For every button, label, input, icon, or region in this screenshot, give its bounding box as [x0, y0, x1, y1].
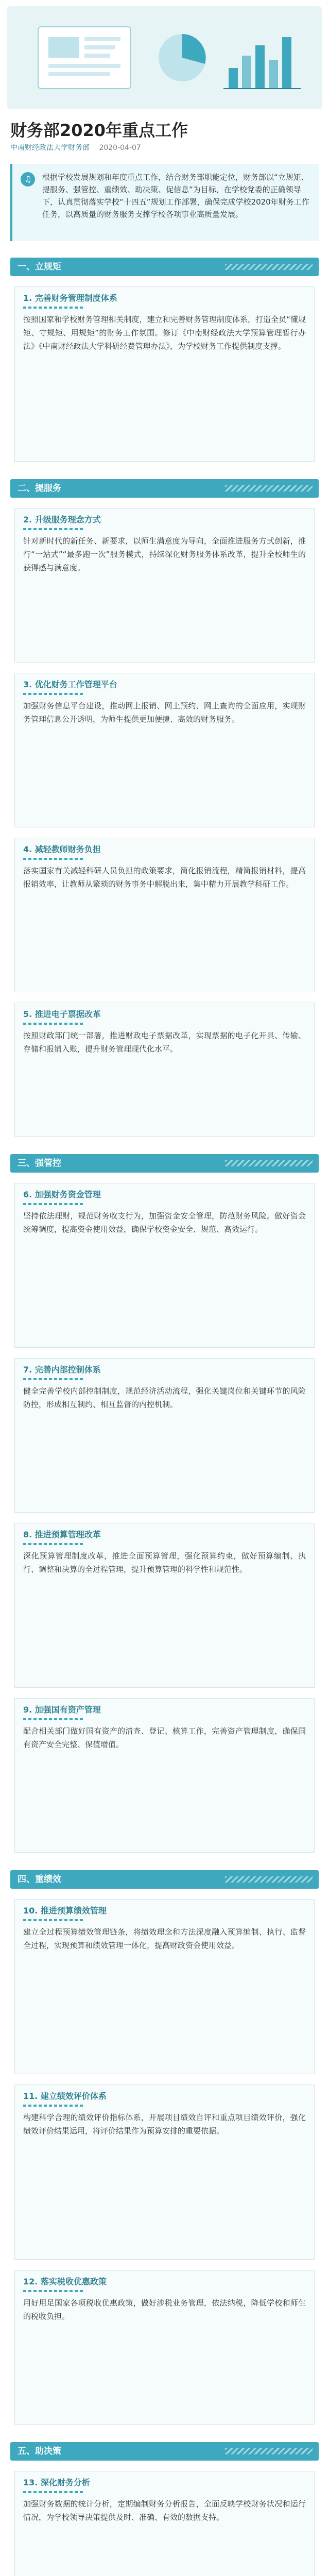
section-header-5	[10, 2442, 319, 2461]
item-title: 6. 加强财务资金管理	[23, 1189, 306, 1205]
item-body: 加强财务数据的统计分析，定期编制财务分析报告，全面反映学校财务状况和运行情况，为学校领导决策提供及时、准确、有效的数据支持。	[23, 2499, 306, 2522]
item-body: 按照财政部门统一部署，推进财政电子票据改革，实现票据的电子化开具、传输、存储和报销入账，提升财务管理现代化水平。	[23, 1031, 306, 1054]
decorative-stripe	[225, 264, 313, 270]
banner-graphic	[7, 6, 322, 109]
decorative-stripe	[225, 1160, 313, 1166]
item-title: 1. 完善财务管理制度体系	[23, 292, 306, 309]
item-title: 4. 减轻教师财务负担	[23, 843, 306, 860]
item-card	[14, 1358, 315, 1513]
item-body: 深化预算管理制度改革，推进全面预算管理，强化预算约束，做好预算编制、执行、调整和决算的全过程管理，提升预算管理的科学性和规范性。	[23, 1551, 306, 1574]
bell-icon: ♫	[21, 172, 35, 187]
section-header-2	[10, 479, 319, 498]
item-card	[14, 673, 315, 827]
item-title: 3. 优化财务工作管理平台	[23, 679, 306, 695]
section-label: 五、助决策	[18, 2446, 61, 2456]
item-title: 12. 落实税收优惠政策	[23, 2276, 306, 2292]
header-banner-image	[7, 6, 322, 109]
item-body: 针对新时代的新任务、新要求，以师生满意度为导向，全面推进服务方式创新，推行“一站式”“最多跑一次”服务模式，持续深化财务服务体系改革，提升全校师生的获得感与满意度。	[23, 536, 306, 572]
item-body: 按照国家和学校财务管理相关制度，建立和完善财务管理制度体系，打造全员“懂规矩、守规矩、用规矩”的财务工作氛围。修订《中南财经政法大学预算管理暂行办法》《中南财经政法大学科研经费管理办法》，为学校财务工作提供制度支撑。	[23, 315, 306, 351]
intro-text: 根据学校发展规划和年度重点工作，结合财务部职能定位，财务部以“立规矩、提服务、强管控、重绩效、助决策、促信息”为目标，在学校党委的正确领导下，认真贯彻落实学校“十四五”规划工作部署，确保完成学校2020年财务工作任务，以高质量的财务服务支撑学校各项事业高质量发展。	[42, 173, 309, 219]
item-title: 9. 加强国有资产管理	[23, 1704, 306, 1720]
item-title: 7. 完善内部控制体系	[23, 1364, 306, 1380]
item-card	[14, 838, 315, 992]
item-body: 用好用足国家各项税收优惠政策，做好涉税业务管理，依法纳税，降低学校和师生的税收负担。	[23, 2298, 306, 2321]
item-body: 加强财务信息平台建设，推动网上报销、网上预约、网上查询的全面应用，实现财务管理信息公开透明，为师生提供更加便捷、高效的财务服务。	[23, 701, 306, 724]
item-card	[14, 508, 315, 663]
item-title: 8. 推进预算管理改革	[23, 1529, 306, 1545]
page-title: 财务部2020年重点工作	[10, 121, 188, 140]
article-meta	[10, 142, 141, 152]
item-body: 建立全过程预算绩效管理链条，将绩效理念和方法深度融入预算编制、执行、监督全过程，实现预算和绩效管理一体化，提高财政资金使用效益。	[23, 1927, 306, 1950]
item-title: 2. 升级服务理念方式	[23, 514, 306, 530]
item-card	[14, 1003, 315, 1137]
item-title: 10. 推进预算绩效管理	[23, 1905, 306, 1921]
section-label: 二、提服务	[18, 483, 61, 494]
item-body: 构建科学合理的绩效评价指标体系，开展项目绩效自评和重点项目绩效评价，强化绩效评价结果运用，将评价结果作为预算安排的重要依据。	[23, 2113, 306, 2136]
decorative-stripe	[225, 485, 313, 492]
decorative-stripe	[225, 1876, 313, 1883]
section-label: 四、重绩效	[18, 1874, 61, 1885]
item-card	[14, 2084, 315, 2260]
section-header-1	[10, 258, 319, 276]
source-link[interactable]: 中南财经政法大学财务部	[10, 144, 90, 152]
item-body: 配合相关部门做好国有资产的清查、登记、核算工作，完善资产管理制度，确保国有资产安全完整、保值增值。	[23, 1726, 306, 1749]
item-card	[14, 2270, 315, 2425]
item-body: 落实国家有关减轻科研人员负担的政策要求，简化报销流程，精简报销材料，提高报销效率，让教师从繁琐的财务事务中解脱出来，集中精力开展教学科研工作。	[23, 866, 306, 889]
item-title: 13. 深化财务分析	[23, 2477, 306, 2493]
section-label: 一、立规矩	[18, 262, 61, 272]
section-label: 三、强管控	[18, 1158, 61, 1168]
item-card	[14, 2471, 315, 2576]
section-header-3	[10, 1154, 319, 1173]
item-title: 5. 推进电子票据改革	[23, 1008, 306, 1025]
item-card	[14, 1523, 315, 1688]
item-card	[14, 1183, 315, 1348]
item-body: 健全完善学校内部控制制度，规范经济活动流程，强化关键岗位和关键环节的风险防控，形成相互制约、相互监督的内控机制。	[23, 1386, 306, 1409]
decorative-stripe	[225, 2448, 313, 2454]
item-title: 11. 建立绩效评价体系	[23, 2090, 306, 2107]
intro-box	[10, 164, 319, 241]
item-card	[14, 1698, 315, 1853]
section-header-4	[10, 1870, 319, 1889]
publish-date: 2020-04-07	[99, 144, 141, 152]
item-card	[14, 286, 315, 462]
item-body: 坚持依法理财，规范财务收支行为，加强资金安全管理，防范财务风险。做好资金统筹调度，提高资金使用效益，确保学校资金安全、规范、高效运行。	[23, 1211, 306, 1234]
item-card	[14, 1899, 315, 2074]
